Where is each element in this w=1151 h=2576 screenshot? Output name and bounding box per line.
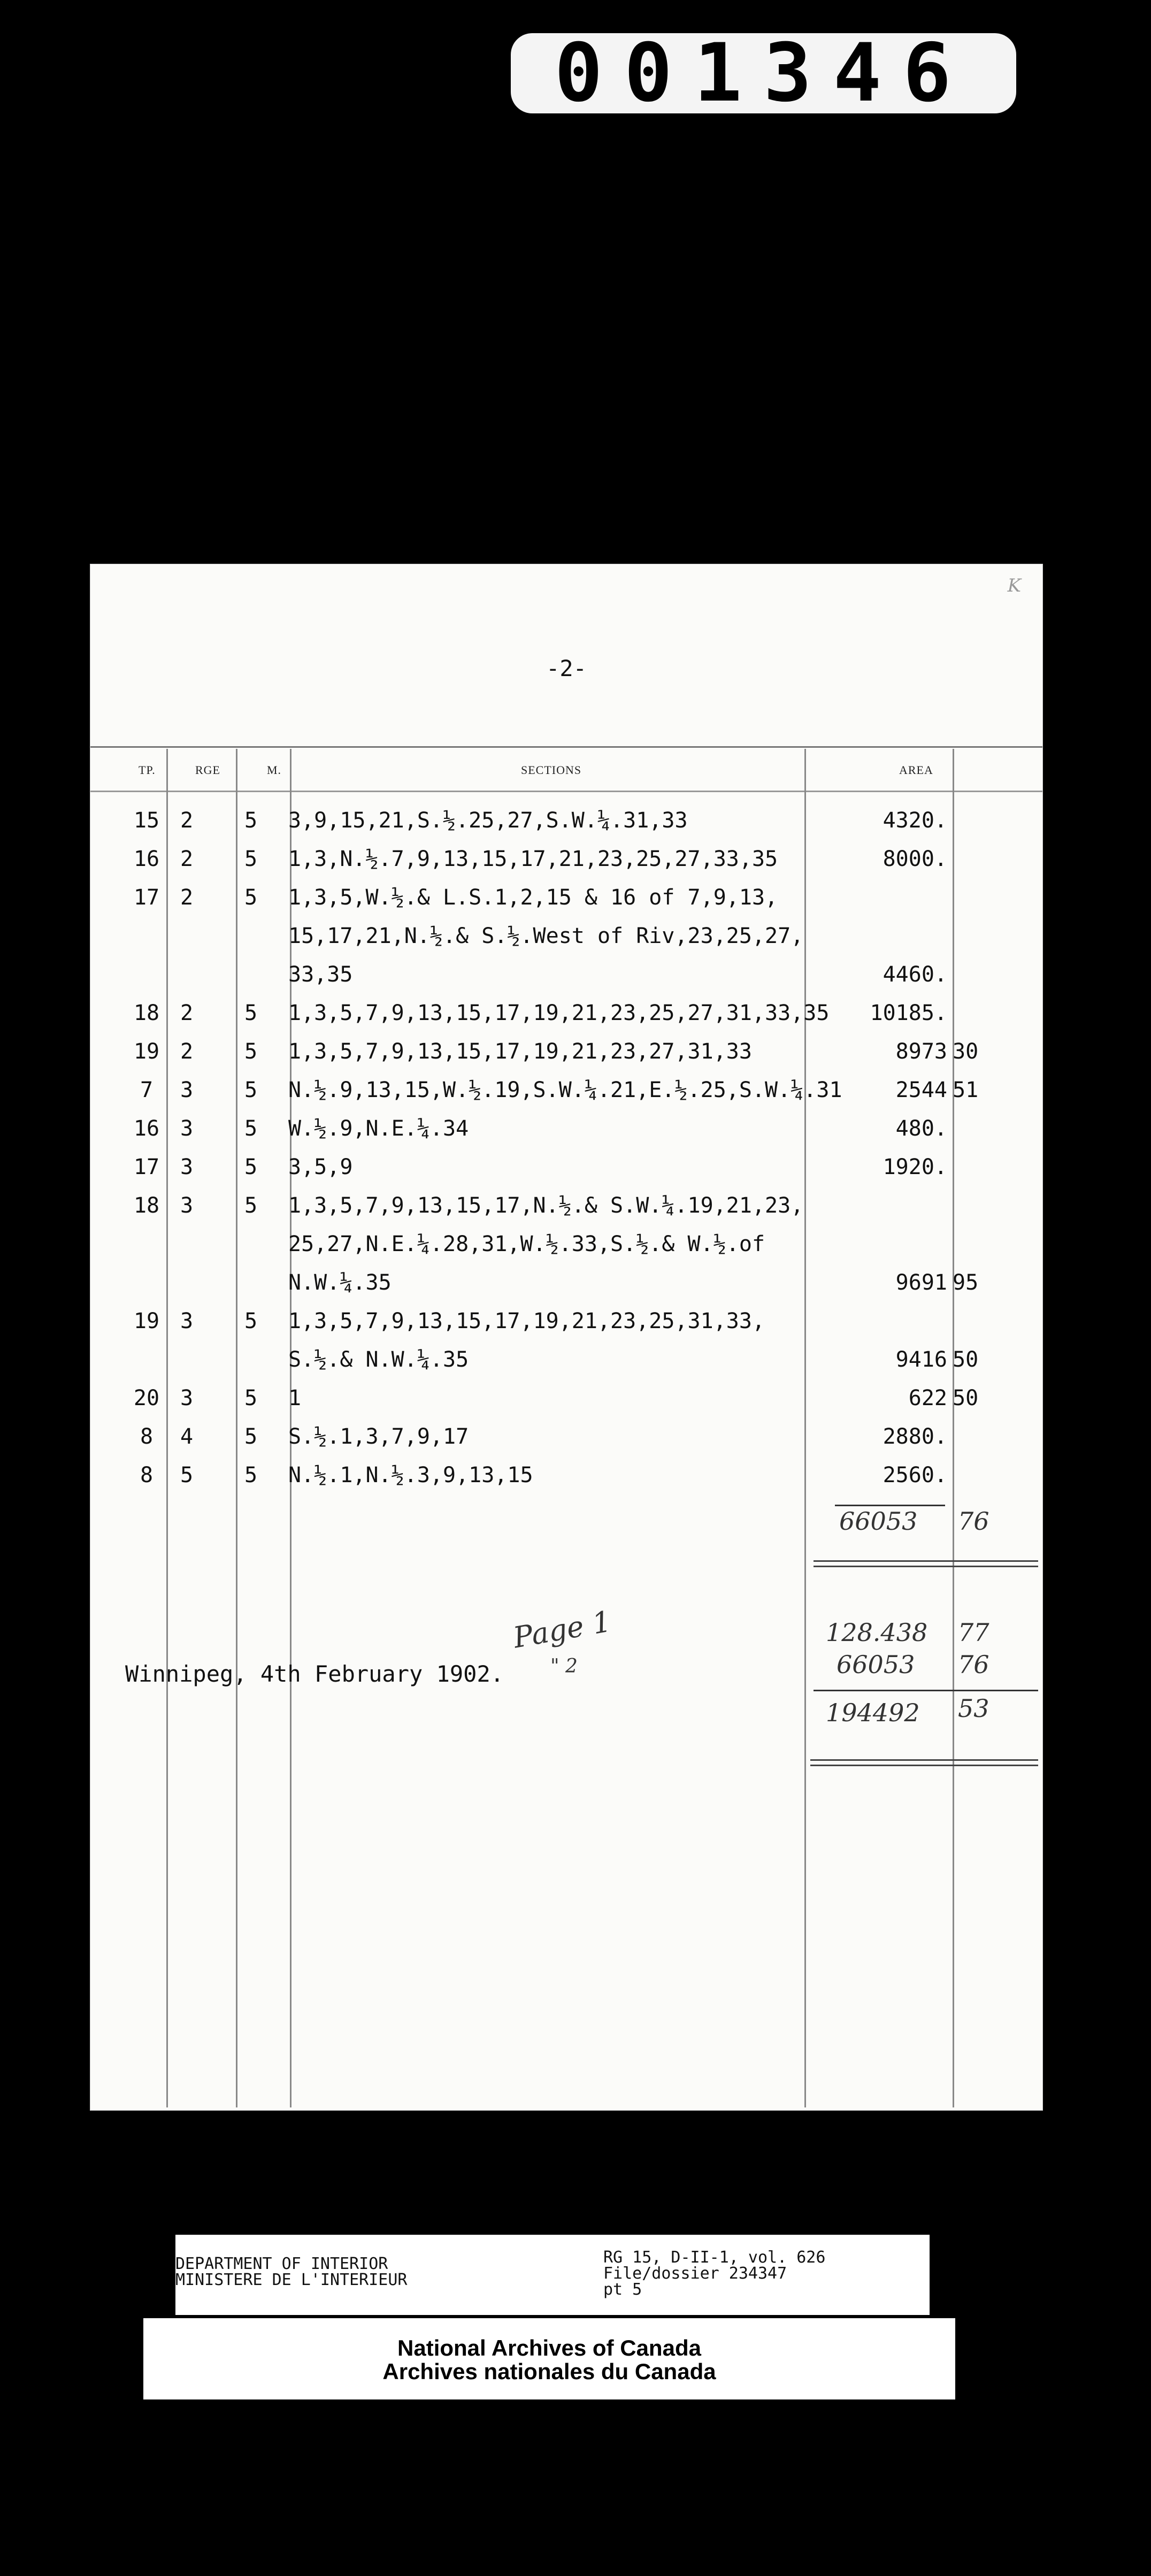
township-cell: 18 bbox=[133, 1001, 160, 1025]
handwritten-page-note-1: Page 1 bbox=[510, 1604, 614, 1655]
area-acres: 1920. bbox=[883, 1155, 947, 1179]
subtotal-double-rule-1 bbox=[814, 1560, 1038, 1562]
sections-cell: N.W.¼.35 bbox=[288, 1270, 392, 1295]
meridian-cell: 5 bbox=[244, 1116, 258, 1141]
area-acres: 8973 bbox=[895, 1039, 947, 1064]
grand-total-double-rule-1 bbox=[810, 1759, 1038, 1761]
sections-cell: 1,3,N.½.7,9,13,15,17,21,23,25,27,33,35 bbox=[288, 847, 778, 871]
sections-cell: 25,27,N.E.¼.28,31,W.½.33,S.½.& W.½.of bbox=[288, 1232, 765, 1256]
place-date-line: Winnipeg, 4th February 1902. bbox=[125, 1661, 504, 1687]
township-cell: 18 bbox=[133, 1193, 160, 1218]
range-cell: 3 bbox=[180, 1309, 194, 1333]
area-acres: 480. bbox=[895, 1116, 947, 1141]
range-cell: 3 bbox=[180, 1155, 194, 1179]
subtotal-double-rule-2 bbox=[814, 1566, 1038, 1567]
range-cell: 2 bbox=[180, 808, 194, 833]
grand-total-rule bbox=[814, 1690, 1038, 1691]
archive-name-en: National Archives of Canada bbox=[397, 2335, 701, 2360]
sections-cell: N.½.9,13,15,W.½.19,S.W.¼.21,E.½.25,S.W.¼.31 bbox=[288, 1078, 842, 1102]
header-sections: SECTIONS bbox=[521, 763, 582, 777]
handwritten-page-note-2: " 2 bbox=[550, 1655, 578, 1677]
area-hundredths: 50 bbox=[953, 1386, 979, 1410]
sections-cell: 33,35 bbox=[288, 962, 353, 987]
township-cell: 17 bbox=[133, 885, 160, 910]
department-en: DEPARTMENT OF INTERIOR bbox=[175, 2255, 388, 2273]
township-cell: 7 bbox=[140, 1078, 154, 1102]
sections-cell: 1,3,5,7,9,13,15,17,19,21,23,27,31,33 bbox=[288, 1039, 752, 1064]
sections-cell: 1,3,5,W.½.& L.S.1,2,15 & 16 of 7,9,13, bbox=[288, 885, 778, 910]
area-acres: 9416 bbox=[895, 1347, 947, 1372]
range-cell: 4 bbox=[180, 1424, 194, 1449]
subtotal-rule bbox=[835, 1505, 945, 1506]
range-cell: 3 bbox=[180, 1116, 194, 1141]
archive-label bbox=[143, 2318, 955, 2399]
handwritten-page1-cents: 77 bbox=[958, 1618, 989, 1647]
area-acres: 8000. bbox=[883, 847, 947, 871]
township-cell: 16 bbox=[133, 1116, 160, 1141]
township-cell: 8 bbox=[140, 1463, 154, 1488]
header-area: AREA bbox=[899, 763, 933, 777]
area-hundredths: 30 bbox=[953, 1039, 979, 1064]
sections-cell: 3,9,15,21,S.½.25,27,S.W.¼.31,33 bbox=[288, 808, 688, 833]
sections-line bbox=[90, 881, 1042, 914]
area-acres: 622 bbox=[908, 1386, 947, 1410]
sections-cell: S.½.& N.W.¼.35 bbox=[288, 1347, 469, 1372]
frame-number-label: 001346 bbox=[511, 33, 1016, 113]
township-cell: 16 bbox=[133, 847, 160, 871]
handwritten-page2-cents: 76 bbox=[958, 1650, 989, 1679]
file-number: File/dossier 234347 bbox=[603, 2264, 787, 2283]
range-cell: 2 bbox=[180, 1001, 194, 1025]
sections-line bbox=[90, 1266, 1042, 1299]
meridian-cell: 5 bbox=[244, 885, 258, 910]
area-acres: 10185. bbox=[870, 1001, 947, 1025]
sections-line bbox=[90, 958, 1042, 991]
archive-name-fr: Archives nationales du Canada bbox=[382, 2359, 716, 2384]
meridian-cell: 5 bbox=[244, 1078, 258, 1102]
header-rule-bottom bbox=[90, 791, 1042, 792]
range-cell: 2 bbox=[180, 847, 194, 871]
corner-mark: K bbox=[1007, 575, 1021, 596]
township-cell: 20 bbox=[133, 1386, 160, 1410]
sections-line bbox=[90, 1189, 1042, 1222]
area-acres: 9691 bbox=[895, 1270, 947, 1295]
township-cell: 8 bbox=[140, 1424, 154, 1449]
sections-line bbox=[90, 842, 1042, 876]
sections-line bbox=[90, 804, 1042, 837]
sections-line bbox=[90, 1420, 1042, 1453]
sections-line bbox=[90, 996, 1042, 1030]
area-acres: 2880. bbox=[883, 1424, 947, 1449]
sections-cell: 1,3,5,7,9,13,15,17,N.½.& S.W.¼.19,21,23, bbox=[288, 1193, 804, 1218]
township-cell: 15 bbox=[133, 808, 160, 833]
area-hundredths: 51 bbox=[953, 1078, 979, 1102]
handwritten-page1-total: 128.438 bbox=[826, 1618, 928, 1647]
handwritten-grand-total: 194492 bbox=[826, 1698, 920, 1727]
sections-cell: 15,17,21,N.½.& S.½.West of Riv,23,25,27, bbox=[288, 924, 804, 948]
meridian-cell: 5 bbox=[244, 1001, 258, 1025]
meridian-cell: 5 bbox=[244, 1039, 258, 1064]
header-m: M. bbox=[267, 763, 282, 777]
sections-cell: 3,5,9 bbox=[288, 1155, 353, 1179]
range-cell: 3 bbox=[180, 1386, 194, 1410]
meridian-cell: 5 bbox=[244, 808, 258, 833]
range-cell: 3 bbox=[180, 1078, 194, 1102]
sections-line bbox=[90, 1112, 1042, 1145]
document-page bbox=[90, 564, 1043, 2111]
meridian-cell: 5 bbox=[244, 1463, 258, 1488]
range-cell: 2 bbox=[180, 885, 194, 910]
area-acres: 2544 bbox=[895, 1078, 947, 1102]
area-acres: 4460. bbox=[883, 962, 947, 987]
sections-line bbox=[90, 1035, 1042, 1068]
sections-cell: 1 bbox=[288, 1386, 302, 1410]
area-hundredths: 95 bbox=[953, 1270, 979, 1295]
header-rule-top bbox=[90, 746, 1042, 748]
sections-cell: 1,3,5,7,9,13,15,17,19,21,23,25,27,31,33,35 bbox=[288, 1001, 830, 1025]
sections-line bbox=[90, 1382, 1042, 1415]
page-number: -2- bbox=[546, 655, 587, 681]
handwritten-page2-total: 66053 bbox=[837, 1650, 915, 1679]
area-acres: 2560. bbox=[883, 1463, 947, 1488]
meridian-cell: 5 bbox=[244, 1309, 258, 1333]
archive-reference-card bbox=[175, 2235, 930, 2315]
range-cell: 5 bbox=[180, 1463, 194, 1488]
sections-line bbox=[90, 1343, 1042, 1376]
meridian-cell: 5 bbox=[244, 1193, 258, 1218]
range-cell: 3 bbox=[180, 1193, 194, 1218]
record-group: RG 15, D-II-1, vol. 626 bbox=[603, 2248, 826, 2267]
handwritten-grand-total-cents: 53 bbox=[958, 1694, 989, 1723]
sections-line bbox=[90, 919, 1042, 953]
header-rge: RGE bbox=[195, 763, 220, 777]
sections-line bbox=[90, 1305, 1042, 1338]
department-fr: MINISTERE DE L'INTERIEUR bbox=[175, 2271, 408, 2289]
range-cell: 2 bbox=[180, 1039, 194, 1064]
sections-cell: 1,3,5,7,9,13,15,17,19,21,23,25,31,33, bbox=[288, 1309, 765, 1333]
township-cell: 19 bbox=[133, 1039, 160, 1064]
meridian-cell: 5 bbox=[244, 847, 258, 871]
meridian-cell: 5 bbox=[244, 1155, 258, 1179]
handwritten-subtotal: 66053 bbox=[839, 1507, 918, 1536]
meridian-cell: 5 bbox=[244, 1424, 258, 1449]
sections-line bbox=[90, 1459, 1042, 1492]
sections-cell: N.½.1,N.½.3,9,13,15 bbox=[288, 1463, 533, 1488]
meridian-cell: 5 bbox=[244, 1386, 258, 1410]
sections-line bbox=[90, 1228, 1042, 1261]
township-cell: 17 bbox=[133, 1155, 160, 1179]
sections-cell: W.½.9,N.E.¼.34 bbox=[288, 1116, 469, 1141]
grand-total-double-rule-2 bbox=[810, 1765, 1038, 1766]
handwritten-subtotal-cents: 76 bbox=[958, 1507, 989, 1536]
sections-line bbox=[90, 1074, 1042, 1107]
sections-cell: S.½.1,3,7,9,17 bbox=[288, 1424, 469, 1449]
area-acres: 4320. bbox=[883, 808, 947, 833]
area-hundredths: 50 bbox=[953, 1347, 979, 1372]
township-cell: 19 bbox=[133, 1309, 160, 1333]
header-tp: TP. bbox=[139, 763, 156, 777]
sections-line bbox=[90, 1151, 1042, 1184]
file-part: pt 5 bbox=[603, 2280, 642, 2299]
